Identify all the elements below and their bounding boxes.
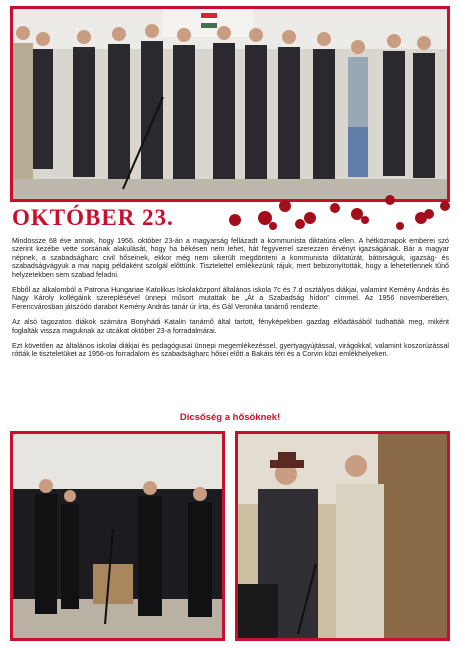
blood-drops-decoration (215, 194, 455, 234)
headline-title: OKTÓBER 23. (12, 205, 174, 230)
article-body (12, 237, 449, 366)
paragraph: Ebből az alkalomból a Patrona Hungariae Katolikus Iskolaközpont általános iskola 7c és 7.d osztályos diákjai, valamint Kemény András és Nagy Károly kollégáink szereplésével ünnepi műsort mutattak be „Át a Szabadság hídon” címmel. Az 1956 novemberében, Ferencvárosban játszódó darabot Kemény András tanár úr írta, és Gál Veronika tanárnő rendezte. (12, 286, 449, 311)
performance-photo (10, 431, 225, 641)
paragraph: Mindössze 68 éve annak, hogy 1956. október 23-án a magyarság fellázadt a kommunista diktatúra ellen. A hétköznapok emberei szó szerint kezébe vette sorsának alakulását, hogy ha békésen nem lehet, hát fegyverrel szerezzen érvényt igazságának. Bár a magyar népnek, a szabadságharc civil hőseinek, ekkor még nem sikerült megdönteni a kommunista diktatúrát, bátorságuk, igazság- és szabadságvágyuk a mai napig példaként szolgál előttünk. Tisztelettel emlékezünk rájuk, mert bebizonyították, hogy a lehetetlennek tűnő helyzetekben sem szabad feladni. (12, 237, 449, 279)
paragraph: Ezt követően az általános iskolai diákjai és pedagógusai ünnepi megemlékezéssel, gyertyagyújtással, virágokkal, valamint koszorúzással rótták le tiszteletüket az 1956-os forradalom és szabadságharc hősei előtt a Bakáts téri és a Corvin közi emlékhelyeken. (12, 342, 449, 359)
motto-heading: Dicsőség a hősöknek! (179, 412, 281, 423)
paragraph: Az alsó tagozatos diákok számára Bonyhádi Katalin tanárnő által tartott, fényképekben gazdag előadásából tudhatták meg, miként foglalták vissza maguknak az utcákat október 23-a forradalmárai. (12, 318, 449, 335)
stage-group-photo (10, 6, 450, 202)
teachers-photo (235, 431, 450, 641)
